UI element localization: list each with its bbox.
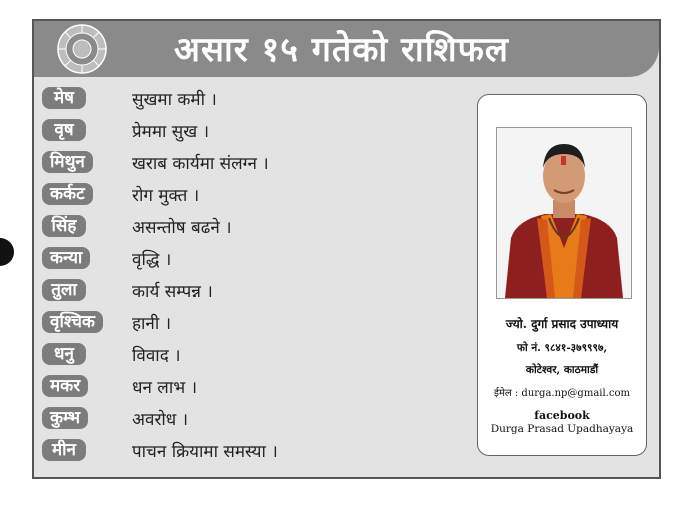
facebook-label: facebook <box>534 409 590 422</box>
prediction-text: रोग मुक्त । <box>132 185 200 206</box>
prediction-text: धन लाभ । <box>132 377 198 398</box>
list-item <box>42 149 269 175</box>
list-item <box>42 245 172 271</box>
prediction-text: विवाद । <box>132 345 181 366</box>
list-item <box>42 213 232 239</box>
zodiac-wheel-icon <box>56 23 108 75</box>
sign-badge: कन्या <box>42 247 90 269</box>
astrologer-email: ईमेल : durga.np@gmail.com <box>494 388 630 399</box>
prediction-text: खराब कार्यमा संलग्न । <box>132 153 269 174</box>
prediction-text: कार्य सम्पन्न । <box>132 281 213 302</box>
sign-badge: मेष <box>42 87 86 109</box>
prediction-text: सुखमा कमी । <box>132 89 217 110</box>
astrologer-info <box>478 315 646 435</box>
horoscope-panel <box>32 19 661 479</box>
astrologer-card <box>477 94 647 456</box>
sign-badge: सिंह <box>42 215 86 237</box>
page-title: असार १५ गतेको राशिफल <box>174 30 509 70</box>
sign-badge: कर्कट <box>42 183 93 205</box>
list-item <box>42 437 278 463</box>
astrologer-name: ज्यो. दुर्गा प्रसाद उपाध्याय <box>505 317 619 331</box>
sign-badge: कुम्भ <box>42 407 88 429</box>
header-bar <box>34 21 659 77</box>
sign-badge: तुला <box>42 279 86 301</box>
list-item <box>42 405 189 431</box>
list-item <box>42 309 172 335</box>
prediction-text: वृद्धि । <box>132 249 172 270</box>
prediction-text: प्रेममा सुख । <box>132 121 210 142</box>
sign-badge: मीन <box>42 439 86 461</box>
list-item <box>42 341 181 367</box>
list-item <box>42 277 213 303</box>
sign-badge: मिथुन <box>42 151 93 173</box>
astrologer-photo <box>496 127 632 299</box>
prediction-text: अवरोध । <box>132 409 189 430</box>
prediction-text: पाचन क्रियामा समस्या । <box>132 441 278 462</box>
list-item <box>42 117 210 143</box>
sign-badge: धनु <box>42 343 86 365</box>
portrait-illustration <box>497 128 631 298</box>
list-item <box>42 85 217 111</box>
prediction-text: हानी । <box>132 313 172 334</box>
prediction-text: असन्तोष बढने । <box>132 217 232 238</box>
list-item <box>42 373 198 399</box>
page-edge-dot <box>0 238 14 266</box>
list-item <box>42 181 200 207</box>
facebook-name: Durga Prasad Upadhayaya <box>490 423 634 435</box>
astrologer-phone: फो नं. ९८४१-३७९९९७, <box>516 342 608 354</box>
sign-badge: वृश्चिक <box>42 311 103 333</box>
sign-badge: मकर <box>42 375 88 397</box>
astrologer-address: कोटेश्वर, काठमाडौं <box>525 364 599 376</box>
sign-badge: वृष <box>42 119 86 141</box>
